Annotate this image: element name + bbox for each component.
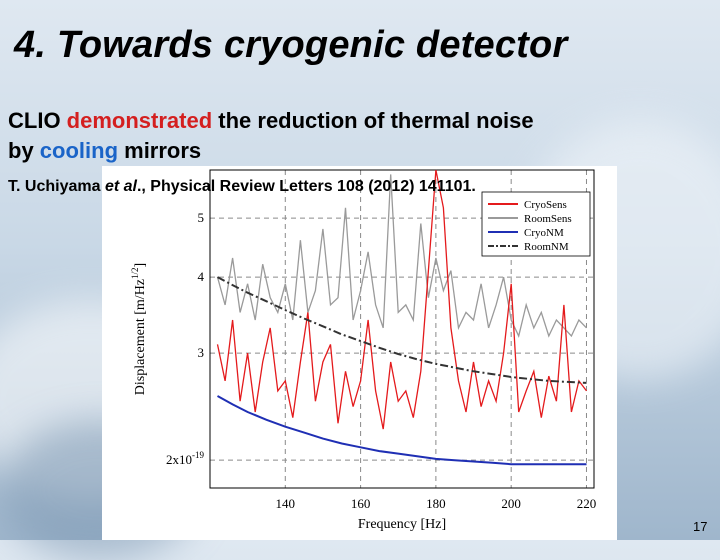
subtitle-highlight-cooling: cooling (39, 138, 119, 163)
legend-label: CryoNM (524, 227, 564, 239)
slide-title: 4. Towards cryogenic detector (14, 24, 568, 66)
x-tick-label: 200 (501, 496, 521, 511)
displacement-chart (102, 166, 617, 540)
citation-journal: ., Physical Review Letters 108 (2012) 141101. (136, 178, 476, 195)
x-tick-label: 160 (350, 496, 371, 511)
subtitle-text: the reduction of thermal noise (212, 108, 534, 133)
subtitle-text: by (8, 138, 40, 163)
series-line-cryonm (218, 396, 587, 464)
y-axis-label: Displacement $[m/Hz^{1/2}]$ (130, 262, 148, 396)
subtitle-text: mirrors (118, 138, 202, 163)
citation-authors: T. Uchiyama (8, 178, 105, 195)
page-number: 17 (693, 519, 708, 534)
legend-label: RoomNM (524, 241, 569, 253)
y-tick-label: 5 (197, 210, 204, 226)
y-tick-label: 3 (197, 345, 204, 361)
citation-et-al: et al (104, 178, 137, 195)
x-axis-label: Frequency [Hz] (357, 517, 447, 532)
x-tick-label: 140 (275, 496, 296, 511)
legend-label: CryoSens (524, 199, 567, 211)
y-tick-label: 4 (197, 269, 204, 285)
legend-label: RoomSens (524, 213, 572, 225)
x-tick-label: 180 (426, 496, 446, 511)
y-tick-label: $2x10^{-19}$ (166, 450, 204, 468)
slide-subtitle (8, 106, 534, 166)
citation (8, 178, 476, 196)
subtitle-text: CLIO (8, 108, 67, 133)
series-line-roomnm (218, 277, 587, 383)
subtitle-highlight-demonstrated: demonstrated (66, 108, 213, 133)
chart-panel (102, 166, 617, 540)
x-tick-label: 220 (576, 496, 597, 511)
